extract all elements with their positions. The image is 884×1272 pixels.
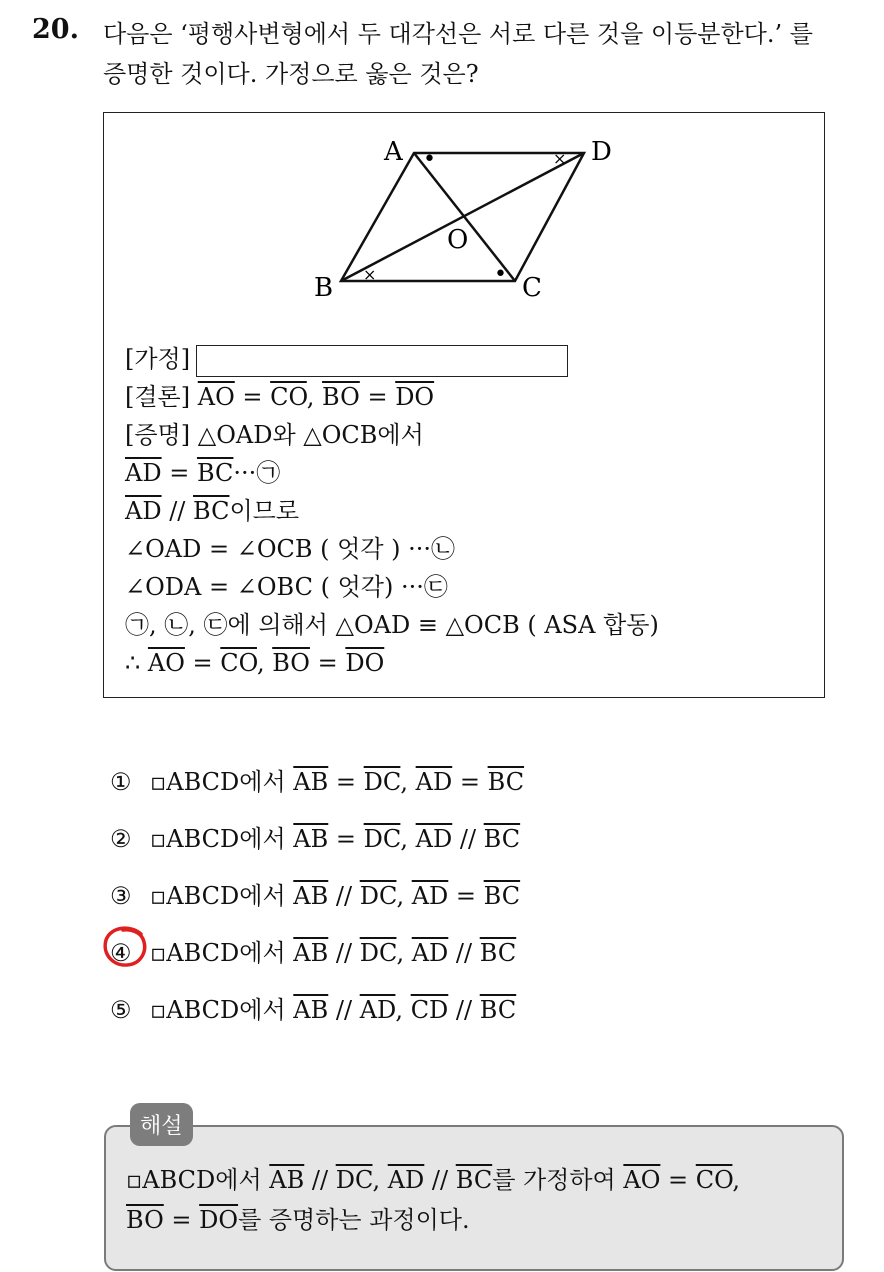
segment-d: $\overline{BC}$: [483, 882, 521, 910]
question-number: 20.: [32, 14, 79, 45]
operator: //: [328, 996, 360, 1024]
segment-do: $\overline{DO}$: [199, 1206, 239, 1234]
segment-a: $\overline{AB}$: [293, 882, 329, 910]
assumption-line: [125, 340, 659, 378]
angle-mark-dot-a: •: [423, 147, 436, 172]
choice-number: ②: [110, 825, 132, 853]
vertex-label-c: C: [522, 273, 542, 303]
expl-prefix: ▫ABCD에서: [126, 1166, 270, 1194]
choice-1[interactable]: [110, 762, 524, 797]
red-circle-stroke: [105, 928, 144, 965]
operator: //: [424, 1166, 456, 1194]
center-label-o: O: [447, 225, 469, 255]
choice-prefix: ▫ABCD에서: [150, 996, 294, 1024]
explanation-line-1: [126, 1160, 826, 1200]
choice-number: ③: [110, 882, 132, 910]
comma: ,: [372, 1166, 388, 1194]
equals: =: [184, 649, 221, 677]
operator: =: [328, 825, 364, 853]
segment-ao: $\overline{AO}$: [197, 383, 235, 411]
equals: =: [234, 383, 271, 411]
segment-do: $\overline{DO}$: [345, 649, 385, 677]
parallelogram-figure: [300, 130, 630, 310]
choice-prefix: ▫ABCD에서: [150, 939, 294, 967]
segment-a: $\overline{AB}$: [293, 768, 329, 796]
question-text: [103, 14, 873, 94]
expl-tail: 를 증명하는 과정이다.: [238, 1206, 470, 1234]
step-tail: ···㉠: [233, 459, 281, 487]
operator: //: [452, 825, 484, 853]
comma: ,: [396, 939, 412, 967]
segment-dc: $\overline{DC}$: [335, 1166, 373, 1194]
segment-ao: $\overline{AO}$: [623, 1166, 661, 1194]
choice-number: ④: [110, 939, 132, 967]
proof-step-3: ∠OAD = ∠OCB ( 엇각 ) ···㉡: [125, 535, 456, 563]
comma: ,: [306, 383, 323, 411]
choice-prefix: ▫ABCD에서: [150, 825, 294, 853]
vertex-label-b: B: [314, 273, 334, 303]
assumption-label: [가정]: [125, 345, 191, 373]
equals: =: [161, 459, 197, 487]
segment-co: $\overline{CO}$: [695, 1166, 733, 1194]
comma: ,: [732, 1166, 741, 1194]
choice-2[interactable]: [110, 819, 520, 854]
choice-4[interactable]: [110, 933, 516, 968]
segment-bo: $\overline{BO}$: [272, 649, 310, 677]
segment-bo: $\overline{BO}$: [322, 383, 360, 411]
parallel-sign: //: [161, 497, 194, 525]
segment-c: $\overline{CD}$: [410, 996, 449, 1024]
operator: //: [448, 939, 480, 967]
comma: ,: [395, 996, 411, 1024]
equals: =: [163, 1206, 200, 1234]
proof-intro-line: [125, 416, 659, 454]
choice-5[interactable]: [110, 990, 516, 1025]
operator: //: [304, 1166, 336, 1194]
question-line-2: 증명한 것이다. 가정으로 옳은 것은?: [103, 60, 479, 88]
operator: =: [448, 882, 484, 910]
segment-bo: $\overline{BO}$: [126, 1206, 164, 1234]
segment-a: $\overline{AB}$: [293, 825, 329, 853]
comma: ,: [400, 825, 416, 853]
choice-3[interactable]: [110, 876, 520, 911]
segment-ad: $\overline{AD}$: [125, 459, 162, 487]
segment-b: $\overline{DC}$: [359, 882, 397, 910]
comma: ,: [256, 649, 273, 677]
comma: ,: [396, 882, 412, 910]
segment-d: $\overline{BC}$: [479, 939, 517, 967]
segment-b: $\overline{DC}$: [363, 768, 401, 796]
segment-d: $\overline{BC}$: [487, 768, 525, 796]
equals: =: [660, 1166, 696, 1194]
vertex-label-a: A: [384, 137, 403, 167]
segment-co: $\overline{CO}$: [220, 649, 257, 677]
expl-mid: 를 가정하여: [492, 1166, 624, 1194]
segment-a: $\overline{AB}$: [293, 996, 329, 1024]
segment-ad: $\overline{AD}$: [387, 1166, 425, 1194]
operator: =: [452, 768, 488, 796]
segment-d: $\overline{BC}$: [483, 825, 521, 853]
segment-b: $\overline{AD}$: [359, 996, 396, 1024]
proof-step-1: [125, 454, 659, 492]
segment-bc: $\overline{BC}$: [196, 459, 234, 487]
operator: =: [328, 768, 364, 796]
choice-prefix: ▫ABCD에서: [150, 882, 294, 910]
segment-ab: $\overline{AB}$: [269, 1166, 305, 1194]
operator: //: [328, 882, 360, 910]
assumption-blank: [196, 345, 568, 377]
proof-intro-text: △OAD와 △OCB에서: [190, 421, 424, 449]
proof-label: [증명]: [125, 421, 191, 449]
conclusion-label: [결론]: [125, 383, 191, 411]
segment-c: $\overline{AD}$: [415, 768, 453, 796]
angle-mark-cross-b: ×: [363, 265, 377, 284]
conclusion-line: [125, 378, 659, 416]
segment-a: $\overline{AB}$: [293, 939, 329, 967]
segment-c: $\overline{AD}$: [411, 882, 449, 910]
explanation-tag: 해설: [130, 1103, 193, 1146]
angle-mark-dot-c: •: [494, 262, 507, 287]
segment-b: $\overline{DC}$: [359, 939, 397, 967]
comma: ,: [400, 768, 416, 796]
segment-bc: $\overline{BC}$: [193, 497, 230, 525]
proof-step-4: ∠ODA = ∠OBC ( 엇각) ···㉢: [125, 573, 448, 601]
segment-ao: $\overline{AO}$: [147, 649, 185, 677]
choice-prefix: ▫ABCD에서: [150, 768, 294, 796]
explanation-text: [126, 1160, 826, 1240]
answer-circle-mark: [101, 924, 151, 970]
therefore-sign: ∴: [125, 649, 148, 677]
segment-c: $\overline{AD}$: [415, 825, 453, 853]
segment-do: $\overline{DO}$: [395, 383, 435, 411]
proof-step-6: [125, 644, 659, 682]
segment-co: $\overline{CO}$: [270, 383, 307, 411]
operator: //: [328, 939, 360, 967]
proof-lines: [125, 340, 659, 682]
explanation-line-2: [126, 1200, 826, 1240]
segment-b: $\overline{DC}$: [363, 825, 401, 853]
proof-step-2: [125, 492, 659, 530]
angle-mark-cross-d: ×: [553, 149, 567, 168]
operator: //: [448, 996, 480, 1024]
choice-number: ①: [110, 768, 132, 796]
choice-number: ⑤: [110, 996, 132, 1024]
segment-c: $\overline{AD}$: [411, 939, 449, 967]
equals: =: [359, 383, 396, 411]
equals: =: [309, 649, 346, 677]
step-tail: 이므로: [229, 497, 300, 525]
vertex-label-d: D: [591, 137, 612, 167]
question-line-1: 다음은 ‘평행사변형에서 두 대각선은 서로 다른 것을 이등분한다.’ 를: [103, 20, 813, 48]
segment-ad: $\overline{AD}$: [125, 497, 162, 525]
proof-step-5: ㉠, ㉡, ㉢에 의해서 △OAD ≡ △OCB ( ASA 합동): [125, 611, 659, 639]
segment-d: $\overline{BC}$: [479, 996, 517, 1024]
segment-bc: $\overline{BC}$: [455, 1166, 493, 1194]
